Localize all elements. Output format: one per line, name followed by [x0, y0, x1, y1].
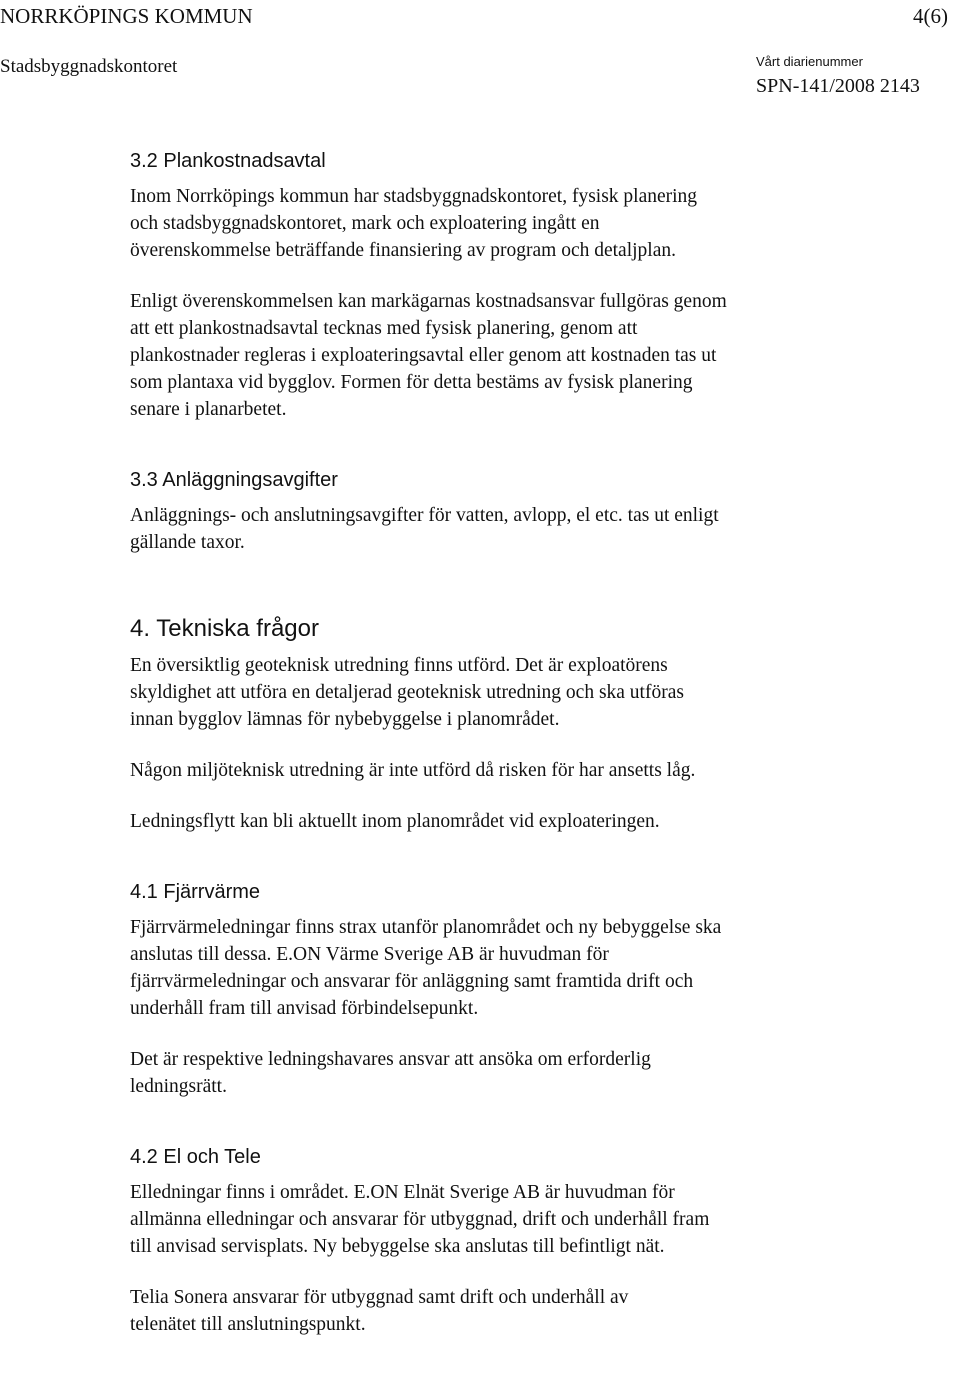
paragraph: Inom Norrköpings kommun har stadsbyggnadskontoret, fysisk planering och stadsbyggnadskontoret, mark och exploatering ingått en överenskommelse beträffande finansiering av program och detaljplan.	[130, 186, 698, 261]
section-3-3	[130, 467, 930, 556]
paragraph: Det är respektive ledningshavares ansvar att ansöka om erforderlig ledningsrätt.	[130, 1049, 651, 1097]
organization-name: NORRKÖPINGS KOMMUN	[0, 4, 253, 28]
paragraph: Telia Sonera ansvarar för utbyggnad samt drift och underhåll av telenätet till anslutningspunkt.	[130, 1287, 629, 1335]
diary-number-label: Vårt diarienummer	[756, 54, 863, 69]
page-header	[0, 0, 960, 100]
section-heading: 4.2 El och Tele	[130, 1146, 261, 1168]
page-number: 4(6)	[913, 4, 948, 28]
diary-number: SPN-141/2008 2143	[756, 75, 920, 97]
document-body	[130, 148, 930, 1338]
paragraph: Anläggnings- och anslutningsavgifter för vatten, avlopp, el etc. tas ut enligt gällande taxor.	[130, 505, 719, 553]
paragraph: Någon miljöteknisk utredning är inte utförd då risken för har ansetts låg.	[130, 760, 696, 781]
section-heading: 3.3 Anläggningsavgifter	[130, 469, 338, 491]
paragraph: Enligt överenskommelsen kan markägarnas kostnadsansvar fullgöras genom att ett plankostnadsavtal tecknas med fysisk planering, genom att plankostnader regleras i exploateringsavtal eller genom att kostnaden tas ut som plantaxa vid bygglov. Formen för detta bestäms av fysisk planering senare i planarbetet.	[130, 291, 727, 420]
section-4-2	[130, 1144, 930, 1338]
paragraph: Ledningsflytt kan bli aktuellt inom planområdet vid exploateringen.	[130, 811, 660, 832]
paragraph: Fjärrvärmeledningar finns strax utanför planområdet och ny bebyggelse ska anslutas till dessa. E.ON Värme Sverige AB är huvudman för fjärrvärmeledningar och ansvarar för anläggning samt framtida drift och underhåll fram till anvisad förbindelsepunkt.	[130, 917, 722, 1019]
section-heading: 4.1 Fjärrvärme	[130, 881, 261, 903]
paragraph: Elledningar finns i området. E.ON Elnät Sverige AB är huvudman för allmänna elledningar och ansvarar för utbyggnad, drift och underhåll fram till anvisad servisplats. Ny bebyggelse ska anslutas till befintligt nät.	[130, 1182, 710, 1257]
chapter-heading: 4. Tekniska frågor	[130, 615, 319, 642]
section-3-2	[130, 148, 930, 423]
department-name: Stadsbyggnadskontoret	[0, 56, 178, 77]
section-4-1	[130, 879, 930, 1100]
section-heading: 3.2 Plankostnadsavtal	[130, 150, 326, 172]
section-4	[130, 614, 930, 835]
paragraph: En översiktlig geoteknisk utredning finns utförd. Det är exploatörens skyldighet att utföra en detaljerad geoteknisk utredning och ska utföras innan bygglov lämnas för nybebyggelse i planområdet.	[130, 655, 684, 730]
